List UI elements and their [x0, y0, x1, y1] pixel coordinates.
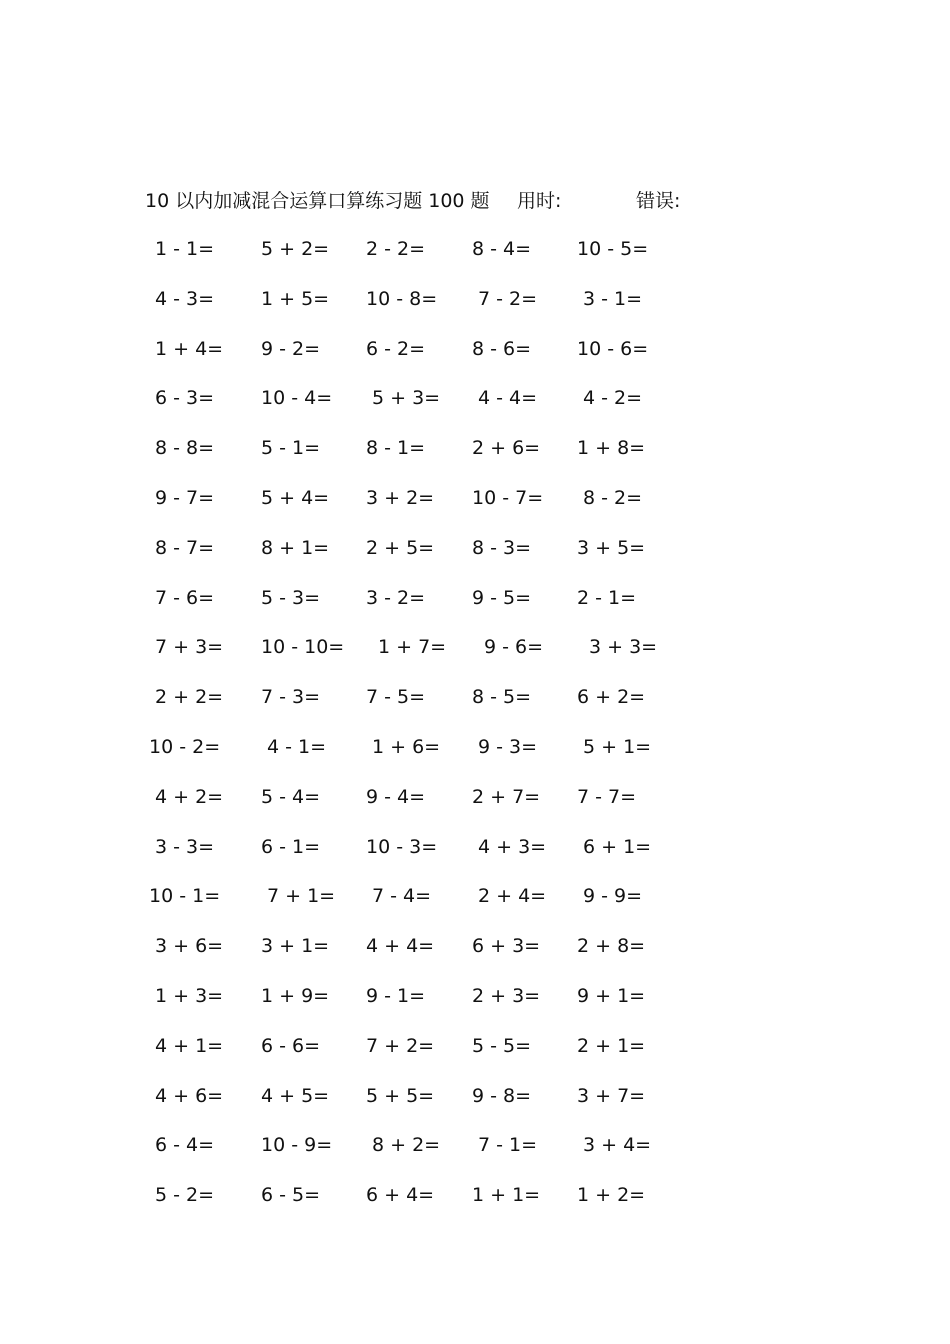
problem-item: 8 - 4= — [472, 238, 532, 260]
problem-item: 3 - 1= — [583, 287, 643, 310]
problem-item: 10 - 5= — [577, 238, 649, 260]
problem-item: 9 - 2= — [261, 337, 321, 360]
problem-item: 8 + 1= — [261, 536, 330, 559]
problem-item: 8 - 8= — [155, 437, 215, 460]
problem-grid — [150, 232, 710, 1228]
problem-row — [150, 381, 710, 431]
problem-item: 1 + 1= — [472, 1184, 541, 1207]
problem-item: 3 + 7= — [577, 1084, 646, 1107]
problem-row — [150, 630, 710, 680]
problem-item: 2 + 8= — [577, 935, 646, 958]
problem-row — [150, 1128, 710, 1178]
problem-row — [150, 680, 710, 730]
problem-item: 3 + 6= — [155, 935, 224, 958]
problem-item: 6 - 6= — [261, 1034, 321, 1057]
problem-item: 5 + 5= — [366, 1084, 435, 1107]
problem-item: 5 + 2= — [261, 238, 330, 260]
problem-item: 6 - 3= — [155, 387, 215, 410]
problem-item: 9 - 1= — [366, 984, 426, 1007]
problem-item: 10 - 3= — [366, 835, 438, 858]
problem-row — [150, 481, 710, 531]
problem-item: 9 - 7= — [155, 486, 215, 509]
problem-item: 8 - 2= — [583, 486, 643, 509]
problem-item: 6 - 5= — [261, 1184, 321, 1207]
problem-item: 7 - 1= — [478, 1134, 538, 1157]
problem-item: 1 + 8= — [577, 437, 646, 460]
problem-item: 2 - 1= — [577, 586, 637, 609]
problem-item: 5 - 1= — [261, 437, 321, 460]
worksheet-title: 10 以内加减混合运算口算练习题 100 题 — [145, 190, 490, 212]
problem-item: 7 - 7= — [577, 785, 637, 808]
problem-item: 4 + 1= — [155, 1034, 224, 1057]
problem-item: 6 + 2= — [577, 686, 646, 709]
problem-item: 9 - 8= — [472, 1084, 532, 1107]
problem-item: 1 + 2= — [577, 1184, 646, 1207]
problem-item: 1 + 4= — [155, 337, 224, 360]
problem-item: 10 - 7= — [472, 486, 544, 509]
problem-row — [150, 929, 710, 979]
problem-item: 10 - 10= — [261, 636, 345, 659]
problem-row — [150, 332, 710, 382]
problem-item: 2 + 7= — [472, 785, 541, 808]
problem-item: 8 - 1= — [366, 437, 426, 460]
problem-row — [150, 581, 710, 631]
problem-item: 6 + 1= — [583, 835, 652, 858]
problem-item: 4 - 1= — [267, 735, 327, 758]
problem-item: 5 - 2= — [155, 1184, 215, 1207]
problem-item: 2 + 1= — [577, 1034, 646, 1057]
problem-item: 7 - 4= — [372, 885, 432, 908]
problem-item: 7 - 5= — [366, 686, 426, 709]
problem-item: 2 + 3= — [472, 984, 541, 1007]
problem-item: 7 + 1= — [267, 885, 336, 908]
problem-item: 2 - 2= — [366, 238, 426, 260]
time-used-label: 用时: — [517, 190, 562, 212]
problem-item: 10 - 1= — [149, 885, 221, 908]
problem-item: 8 - 5= — [472, 686, 532, 709]
problem-item: 5 + 1= — [583, 735, 652, 758]
problem-item: 3 + 4= — [583, 1134, 652, 1157]
problem-item: 7 + 3= — [155, 636, 224, 659]
problem-item: 8 - 6= — [472, 337, 532, 360]
problem-item: 4 + 3= — [478, 835, 547, 858]
problem-item: 2 + 5= — [366, 536, 435, 559]
problem-item: 6 + 3= — [472, 935, 541, 958]
problem-item: 5 - 3= — [261, 586, 321, 609]
problem-item: 4 + 2= — [155, 785, 224, 808]
problem-item: 3 - 2= — [366, 586, 426, 609]
problem-item: 6 - 2= — [366, 337, 426, 360]
problem-item: 8 - 7= — [155, 536, 215, 559]
problem-item: 2 + 4= — [478, 885, 547, 908]
problem-item: 10 - 4= — [261, 387, 333, 410]
problem-item: 10 - 9= — [261, 1134, 333, 1157]
problem-item: 1 + 5= — [261, 287, 330, 310]
problem-row — [150, 232, 710, 282]
problem-item: 8 + 2= — [372, 1134, 441, 1157]
problem-item: 6 - 1= — [261, 835, 321, 858]
problem-row — [150, 1178, 710, 1228]
problem-item: 7 + 2= — [366, 1034, 435, 1057]
problem-item: 6 + 4= — [366, 1184, 435, 1207]
problem-row — [150, 780, 710, 830]
problem-item: 2 + 2= — [155, 686, 224, 709]
problem-item: 5 + 3= — [372, 387, 441, 410]
problem-item: 8 - 3= — [472, 536, 532, 559]
error-count-label: 错误: — [636, 190, 681, 212]
problem-item: 1 + 3= — [155, 984, 224, 1007]
problem-row — [150, 282, 710, 332]
problem-item: 4 + 5= — [261, 1084, 330, 1107]
problem-row — [150, 730, 710, 780]
problem-row — [150, 1029, 710, 1079]
problem-item: 1 + 9= — [261, 984, 330, 1007]
problem-item: 9 + 1= — [577, 984, 646, 1007]
problem-row — [150, 431, 710, 481]
problem-item: 5 - 5= — [472, 1034, 532, 1057]
problem-item: 9 - 3= — [478, 735, 538, 758]
problem-row — [150, 531, 710, 581]
problem-item: 3 + 3= — [589, 636, 658, 659]
problem-item: 4 - 2= — [583, 387, 643, 410]
problem-item: 4 - 3= — [155, 287, 215, 310]
problem-row — [150, 830, 710, 880]
problem-item: 9 - 4= — [366, 785, 426, 808]
problem-row — [150, 1079, 710, 1129]
problem-item: 4 + 6= — [155, 1084, 224, 1107]
problem-item: 7 - 3= — [261, 686, 321, 709]
problem-item: 1 + 7= — [378, 636, 447, 659]
problem-item: 5 + 4= — [261, 486, 330, 509]
problem-item: 2 + 6= — [472, 437, 541, 460]
problem-item: 10 - 6= — [577, 337, 649, 360]
problem-item: 6 - 4= — [155, 1134, 215, 1157]
problem-item: 1 - 1= — [155, 238, 215, 260]
problem-item: 4 - 4= — [478, 387, 538, 410]
problem-item: 10 - 2= — [149, 735, 221, 758]
problem-row — [150, 879, 710, 929]
problem-item: 7 - 2= — [478, 287, 538, 310]
problem-row — [150, 979, 710, 1029]
problem-item: 7 - 6= — [155, 586, 215, 609]
problem-item: 3 + 2= — [366, 486, 435, 509]
problem-item: 3 + 1= — [261, 935, 330, 958]
problem-item: 9 - 9= — [583, 885, 643, 908]
problem-item: 10 - 8= — [366, 287, 438, 310]
problem-item: 9 - 6= — [484, 636, 544, 659]
problem-item: 9 - 5= — [472, 586, 532, 609]
problem-item: 3 + 5= — [577, 536, 646, 559]
problem-item: 5 - 4= — [261, 785, 321, 808]
problem-item: 3 - 3= — [155, 835, 215, 858]
problem-item: 4 + 4= — [366, 935, 435, 958]
problem-item: 1 + 6= — [372, 735, 441, 758]
